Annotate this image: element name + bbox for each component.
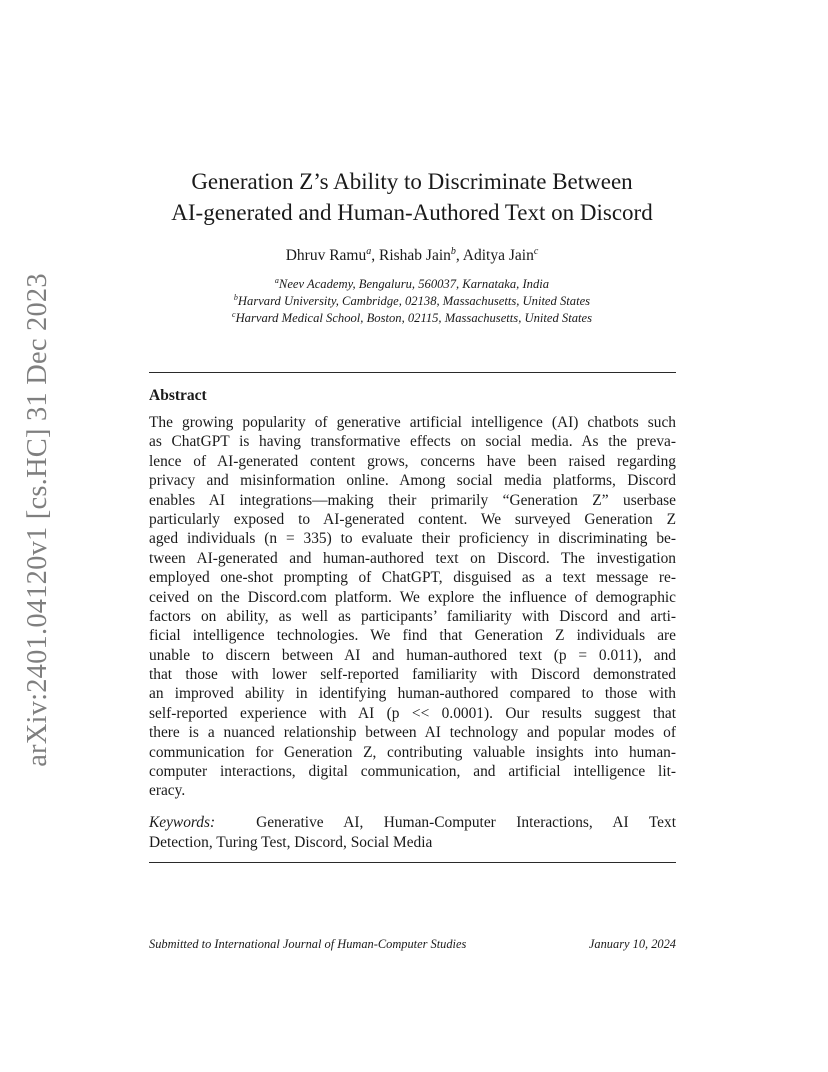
abstract-line: unable to discern between AI and human-authored text (p = 0.011), and (149, 646, 676, 664)
abstract-line: employed one-shot prompting of ChatGPT, disguised as a text message re- (149, 569, 676, 587)
affiliation-text: Harvard Medical School, Boston, 02115, Massachusetts, United States (235, 311, 592, 325)
affiliation-mark: b (450, 245, 456, 257)
affiliation-list (110, 276, 714, 327)
abstract-line: aged individuals (n = 335) to evaluate their proficiency in discriminating be- (149, 530, 676, 548)
abstract-line: enables AI integrations—making their primarily “Generation Z” userbase (149, 491, 676, 509)
abstract-line: particularly exposed to AI-generated content. We surveyed Generation Z (149, 510, 676, 528)
page-footer (149, 937, 676, 952)
author-name: Aditya Jain (462, 247, 534, 264)
abstract-line: tween AI-generated and human-authored text on Discord. The investigation (149, 549, 676, 567)
abstract-line: ceived on the Discord.com platform. We explore the influence of demographic (149, 588, 676, 606)
abstract-line: as ChatGPT is having transformative effects on social media. As the preva- (149, 433, 676, 451)
abstract-line: there is a nuanced relationship between AI technology and popular modes of (149, 724, 676, 742)
abstract-line: The growing popularity of generative artificial intelligence (AI) chatbots such (149, 414, 676, 431)
affiliation-item (110, 310, 714, 327)
keywords-line: Detection, Turing Test, Discord, Social Media (149, 834, 433, 851)
submission-date: January 10, 2024 (588, 937, 676, 951)
keywords-label: Keywords: (149, 814, 216, 831)
affiliation-mark: c (533, 245, 539, 257)
abstract-bottom-divider (149, 862, 676, 863)
abstract-line: communication for Generation Z, contributing valuable insights into human- (149, 743, 676, 761)
affiliation-text: Neev Academy, Bengaluru, 560037, Karnataka, India (278, 277, 550, 291)
abstract-line: ficial intelligence technologies. We find that Generation Z individuals are (149, 627, 676, 645)
abstract-body (149, 413, 676, 801)
abstract-line: that those with lower self-reported familiarity with Discord demonstrated (149, 666, 676, 684)
affiliation-mark: a (366, 245, 372, 257)
abstract-line: self-reported experience with AI (p << 0.0001). Our results suggest that (149, 704, 676, 722)
author-name: Dhruv Ramu (285, 247, 367, 264)
abstract-heading: Abstract (149, 387, 207, 404)
submission-note: Submitted to International Journal of Human-Computer Studies (149, 937, 467, 951)
title-line: Generation Z’s Ability to Discriminate Between (191, 169, 633, 194)
author-name: Rishab Jain (378, 247, 451, 264)
author-list: Dhruv Ramu$^a$, Rishab Jain$^b$, Aditya Jain$^c$ (285, 245, 539, 264)
abstract-top-divider (149, 372, 676, 373)
abstract-line: an improved ability in identifying human-authored compared to those with (149, 685, 676, 703)
affiliation-text: Harvard University, Cambridge, 02138, Massachusetts, United States (237, 294, 591, 308)
affiliation-mark: b (233, 292, 238, 302)
affiliation-item (110, 293, 714, 310)
paper-title (110, 166, 714, 228)
abstract-line: privacy and misinformation online. Among social media platforms, Discord (149, 472, 676, 490)
affiliation-item (110, 276, 714, 293)
keywords-line (149, 813, 676, 833)
keywords-text: Generative AI, Human-Computer Interactions, AI Text (256, 814, 676, 831)
arxiv-identifier-stamp (20, 273, 56, 767)
abstract-line: computer interactions, digital communication, and artificial intelligence lit- (149, 763, 676, 781)
abstract-line: factors on ability, as well as participants’ familiarity with Discord and arti- (149, 607, 676, 625)
title-line: AI-generated and Human-Authored Text on Discord (171, 200, 653, 225)
affiliation-mark: c (232, 309, 236, 319)
abstract-line: eracy. (149, 782, 186, 800)
affiliation-mark: a (274, 275, 279, 285)
keywords-section (149, 813, 676, 853)
arxiv-identifier-text: arXiv:2401.04120v1 [cs.HC] 31 Dec 2023 (22, 273, 54, 767)
abstract-line: lence of AI-generated content grows, concerns have been raised regarding (149, 452, 676, 470)
